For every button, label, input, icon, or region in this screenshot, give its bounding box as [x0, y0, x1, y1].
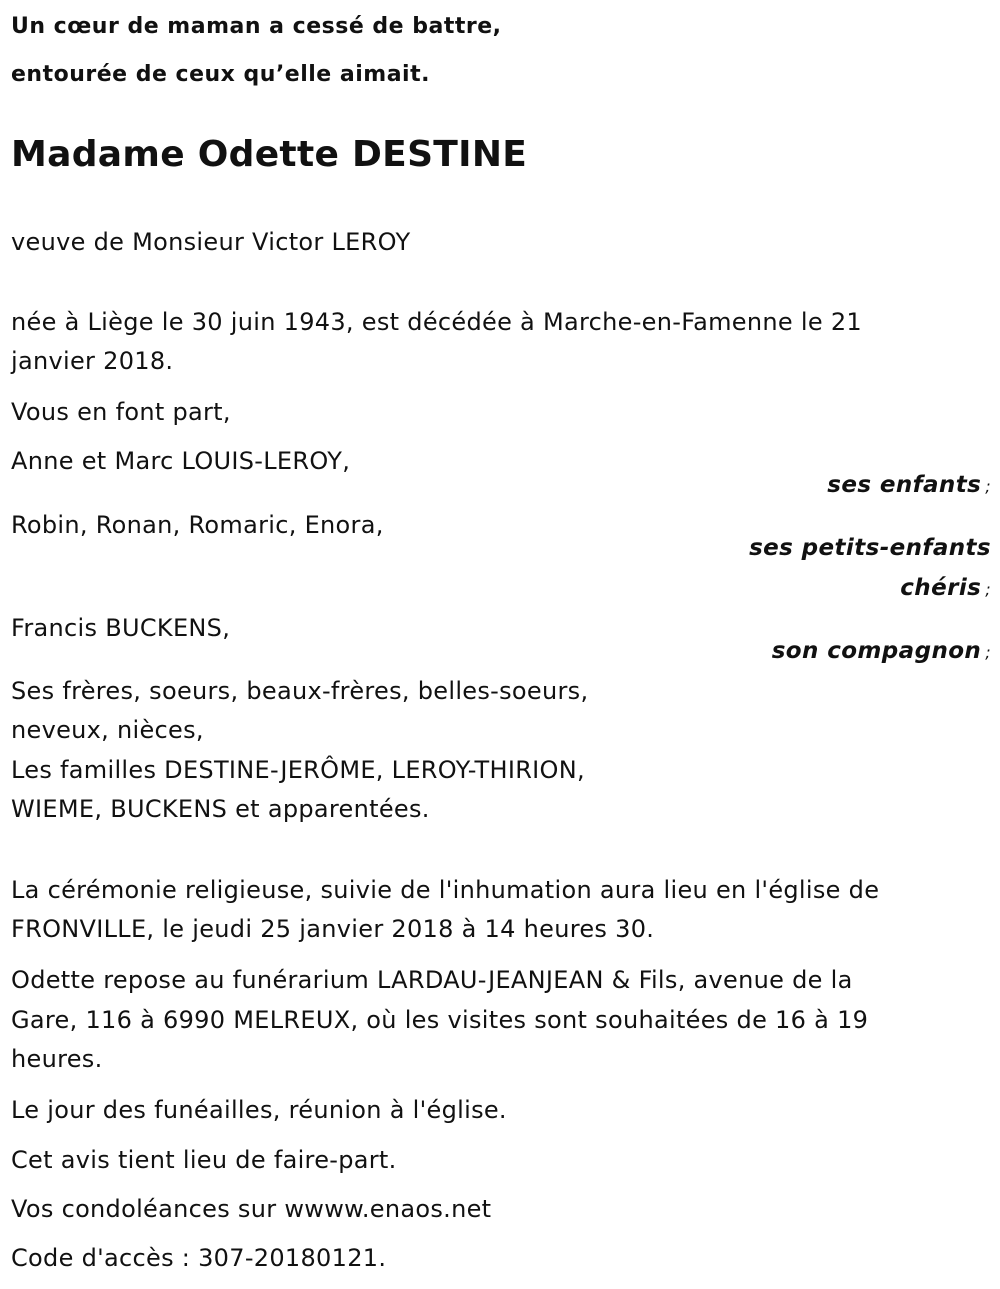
grandchildren-role-line-2 — [900, 568, 991, 610]
header-line-1: Un cœur de maman a cessé de battre, — [11, 14, 502, 39]
children-role-label: ses enfants — [827, 472, 982, 498]
announcement-intro: Vous en font part, — [11, 398, 231, 426]
family-line-4: WIEME, BUCKENS et apparentées. — [11, 795, 430, 823]
children-role-separator: ; — [985, 477, 991, 496]
obituary-notice — [11, 0, 991, 1289]
widow-of-line: veuve de Monsieur Victor LEROY — [11, 228, 411, 256]
companion-name: Francis BUCKENS, — [11, 614, 231, 642]
companion-role-separator: ; — [985, 643, 991, 662]
family-line-3: Les familles DESTINE-JERÔME, LEROY-THIRION, — [11, 756, 585, 784]
funeral-home-line-3: heures. — [11, 1045, 103, 1073]
funeral-home-line-1: Odette repose au funérarium LARDAU-JEANJEAN & Fils, avenue de la — [11, 966, 853, 994]
companion-role-label: son compagnon — [771, 638, 982, 664]
family-line-1: Ses frères, soeurs, beaux-frères, belles-soeurs, — [11, 677, 589, 705]
children-role — [827, 465, 991, 507]
notice-line: Cet avis tient lieu de faire-part. — [11, 1146, 397, 1174]
children-names: Anne et Marc LOUIS-LEROY, — [11, 447, 351, 475]
deceased-name: Madame Odette DESTINE — [11, 134, 528, 175]
grandchildren-names: Robin, Ronan, Romaric, Enora, — [11, 511, 384, 539]
gathering-line: Le jour des funéailles, réunion à l'église. — [11, 1096, 507, 1124]
grandchildren-role-line-1: ses petits-enfants — [749, 535, 991, 561]
condolences-line: Vos condoléances sur wwww.enaos.net — [11, 1195, 492, 1223]
birth-death-line-2: janvier 2018. — [11, 347, 174, 375]
header-line-2: entourée de ceux qu’elle aimait. — [11, 62, 430, 87]
ceremony-line-1: La cérémonie religieuse, suivie de l'inhumation aura lieu en l'église de — [11, 876, 880, 904]
funeral-home-line-2: Gare, 116 à 6990 MELREUX, où les visites sont souhaitées de 16 à 19 — [11, 1006, 869, 1034]
access-code-line: Code d'accès : 307-20180121. — [11, 1244, 387, 1272]
grandchildren-role-label: chéris — [900, 575, 982, 601]
family-line-2: neveux, nièces, — [11, 716, 204, 744]
birth-death-line-1: née à Liège le 30 juin 1943, est décédée à Marche-en-Famenne le 21 — [11, 308, 862, 336]
ceremony-line-2: FRONVILLE, le jeudi 25 janvier 2018 à 14 heures 30. — [11, 915, 655, 943]
companion-role — [772, 631, 991, 673]
grandchildren-role-separator: ; — [985, 580, 991, 599]
